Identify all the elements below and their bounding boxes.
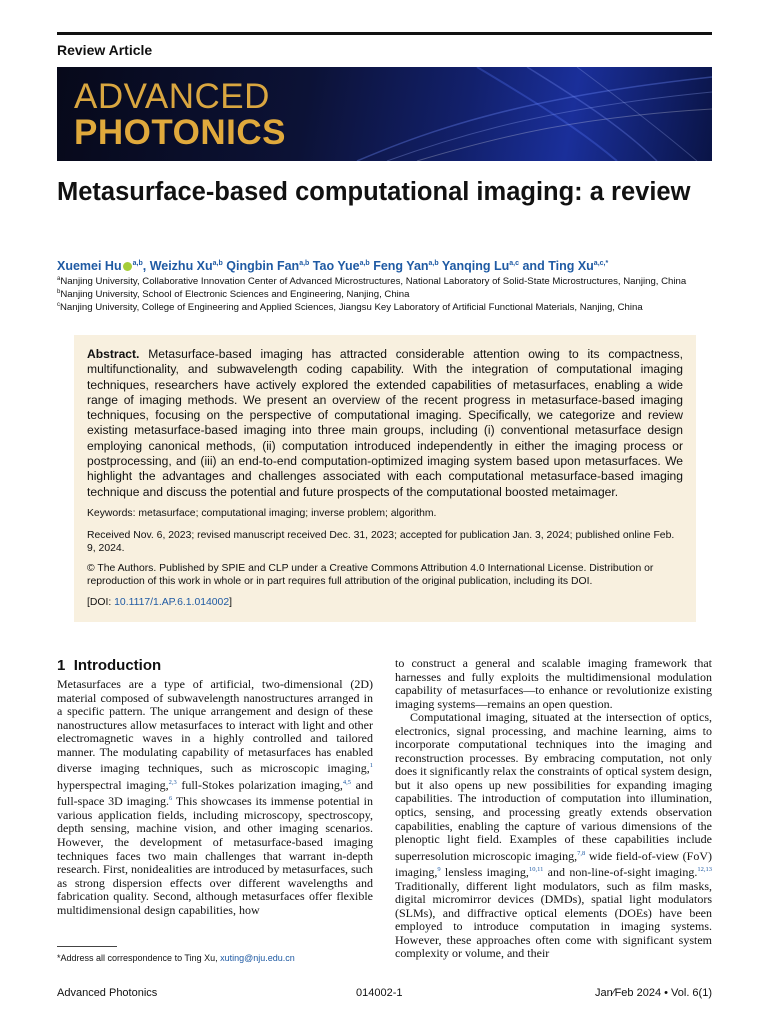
section-heading [57, 657, 161, 674]
affiliation-c [57, 302, 643, 313]
author-affiliation-mark: a,b [299, 259, 310, 267]
affiliation-mark: a [57, 276, 61, 282]
affiliation-text: Nanjing University, Collaborative Innovation Center of Advanced Microstructures, National Laboratory of Solid-State Microstructures, Nanjing, China [60, 276, 687, 288]
right-column [395, 657, 712, 961]
author-name: Feng Yan [373, 259, 429, 273]
citation-link[interactable]: 4,5 [342, 778, 352, 786]
footnote-text: *Address all correspondence to Ting Xu, [57, 953, 221, 963]
doi-prefix: [DOI: [87, 597, 115, 608]
banner-wordmark-line2: PHOTONICS [74, 113, 286, 152]
body-text: Computational imaging, situated at the intersection of optics, electronics, signal processing, and machine learning, aims to incorporate computational techniques into the imaging and reconstruction processes. By embracing computation, not only does it significantly relax the constraints of optical system design, but it also opens up new possibilities for expanding imaging capabilities. The introduction of computation into illumination, optics, sensing, and processing greatly extends observation capabilities, enabling the capture of various dimensions of the plenoptic light field. Examples of these capabilities include superresolution microscopic imaging, [395, 710, 712, 863]
footer-article-number: 014002-1 [356, 987, 403, 999]
citation-link[interactable]: 2,3 [168, 778, 177, 786]
footnote [57, 953, 295, 963]
banner-wordmark-line1: ADVANCED [74, 77, 270, 116]
affiliation-text: Nanjing University, School of Electronic Sciences and Engineering, Nanjing, China [60, 289, 410, 301]
body-text: lensless imaging, [440, 865, 529, 880]
author-affiliation-mark: a,b [428, 259, 439, 267]
author-name: Qingbin Fan [226, 259, 300, 273]
right-column-paragraph [395, 711, 712, 961]
author-affiliation-mark: a,b [132, 259, 143, 267]
affiliation-mark: b [57, 289, 61, 295]
article-type: Review Article [57, 42, 153, 58]
license-text: © The Authors. Published by SPIE and CLP under a Creative Commons Attribution 4.0 International License. Distribution or reproduction of this work in whole or in part requires full attribution of the original publication, including its DOI. [87, 563, 654, 588]
doi-suffix: ] [229, 597, 233, 608]
body-text: full-Stokes polarization imaging, [176, 777, 343, 792]
author-name: Tao Yue [312, 259, 360, 273]
keywords: Keywords: metasurface; computational imaging; inverse problem; algorithm. [87, 508, 437, 519]
citation-link[interactable]: 7,8 [577, 849, 586, 857]
body-text: wide field-of-view (FoV) imaging, [395, 848, 712, 880]
author-affiliation-mark: a,b [359, 259, 370, 267]
author-name: Weizhu Xu [149, 259, 213, 273]
author-name: Yanqing Lu [441, 259, 510, 273]
author-list: Xuemei Hu $^{a,b}$, Weizhu Xu$^{a,b}$ Qingbin Fan$^{a,b}$ Tao Yue$^{a,b}$ Feng Yan$^{a,b}$ Yanqing Lu$^{a,c}$ and Ting $Xu^{a,c,*}$ [57, 259, 609, 273]
citation-link[interactable]: 9 [437, 866, 441, 874]
footnote-rule [57, 946, 117, 947]
email-link[interactable]: xuting@nju.edu.cn [220, 953, 295, 963]
author-name: Ting Xu [548, 259, 594, 273]
citation-link[interactable]: 10,11 [528, 866, 544, 874]
author-conjunction: and [522, 259, 549, 273]
journal-banner [57, 67, 712, 161]
affiliation-b [57, 289, 409, 300]
doi-line [87, 596, 683, 609]
abstract-paragraph [87, 347, 683, 500]
affiliation-text: Nanjing University, College of Engineering and Applied Sciences, Jiangsu Key Laboratory of Artificial Functional Materials, Nanjing, China [60, 302, 643, 314]
received-dates: Received Nov. 6, 2023; revised manuscript received Dec. 31, 2023; accepted for publication Jan. 3, 2024; published online Feb. 9, 2024. [87, 530, 675, 555]
left-column-paragraph [57, 678, 373, 917]
affiliation-mark: c [57, 302, 60, 308]
citation-link[interactable]: 6 [168, 795, 173, 803]
author-affiliation-mark: a,b [212, 259, 223, 267]
body-text: and non-line-of-sight imaging. [543, 865, 698, 880]
footer-issue: Jan∕Feb 2024 • Vol. 6(1) [595, 987, 712, 999]
affiliation-a [57, 276, 686, 287]
section-title: Introduction [73, 657, 162, 674]
top-rule [57, 32, 712, 35]
body-text: Traditionally, different light modulators, such as film masks, digital micromirror devices (DMDs), spatial light modulators (SLMs), and diffractive optical elements (DOEs) have been employed to introduce computation in imaging systems. However, these approaches often come with significant system complexity or volume, and their [395, 878, 712, 961]
body-text: hyperspectral imaging, [57, 777, 169, 792]
citation-link[interactable]: 12,13 [697, 866, 712, 874]
abstract-label: Abstract. [87, 347, 140, 361]
author-name: Xuemei Hu [57, 259, 122, 273]
author-affiliation-mark: a,c,* [593, 259, 609, 267]
orcid-icon[interactable] [123, 262, 132, 271]
right-column-paragraph: to construct a general and scalable imaging framework that harnesses and fully exploits the multidimensional modulation capability of metasurfaces—to enhance or revolutionize existing imaging systems—remains an open question. [395, 656, 712, 711]
footer-journal: Advanced Photonics [57, 987, 158, 999]
paper-title: Metasurface-based computational imaging: a review [57, 178, 691, 206]
abstract-text: Metasurface-based imaging has attracted considerable attention owing to its compactness, multifunctionality, and subwavelength coding capability. With the integration of computational imaging techniques, researchers have actively explored the extended capabilities of metasurfaces, enabling a wide range of imaging methods. We present an overview of the recent progress in metasurface-based imaging techniques, focusing on the perspective of computational imaging. Specifically, we categorize and review existing metasurface-based imaging into three main groups, including (i) conventional metasurface design employing canonical methods, (ii) computation introduced independently in either the imaging process or postprocessing, and (iii) an end-to-end computation-optimized imaging system based upon metasurfaces. We highlight the advantages and challenges associated with each computational metasurface-based imaging technique and discuss the potential and future prospects of the computational boosted metaimager. [87, 347, 683, 499]
body-text: Metasurfaces are a type of artificial, two-dimensional (2D) material composed of subwavelength nanostructures arranged in a specific pattern. The unique arrangement and design of these nanostructures allow metasurfaces to interact with light and other electromagnetic waves in a highly controlled and tailored manner. The modulating capability of metasurfaces has enabled diverse imaging techniques, such as microscopic imaging, [57, 677, 373, 776]
abstract-box [74, 335, 696, 622]
author-affiliation-mark: a,c [509, 259, 519, 267]
body-text: This showcases its immense potential in various application fields, including microscopy, spectroscopy, depth sensing, machine vision, and other imaging scenarios. However, the development of metasurface-based imaging techniques faces two main challenges that warrant in-depth research. First, nonidealities are introduced by metasurfaces, such as strong dispersion effects over different wavelengths and fabrication quality. Second, although metasurfaces offer flexible multidimensional design capabilities, how [57, 794, 373, 917]
doi-link[interactable]: 10.1117/1.AP.6.1.014002 [114, 597, 230, 608]
body-text: and full-space 3D imaging. [57, 777, 373, 809]
section-number: 1 [57, 657, 66, 674]
citation-link[interactable]: 1 [369, 762, 373, 770]
